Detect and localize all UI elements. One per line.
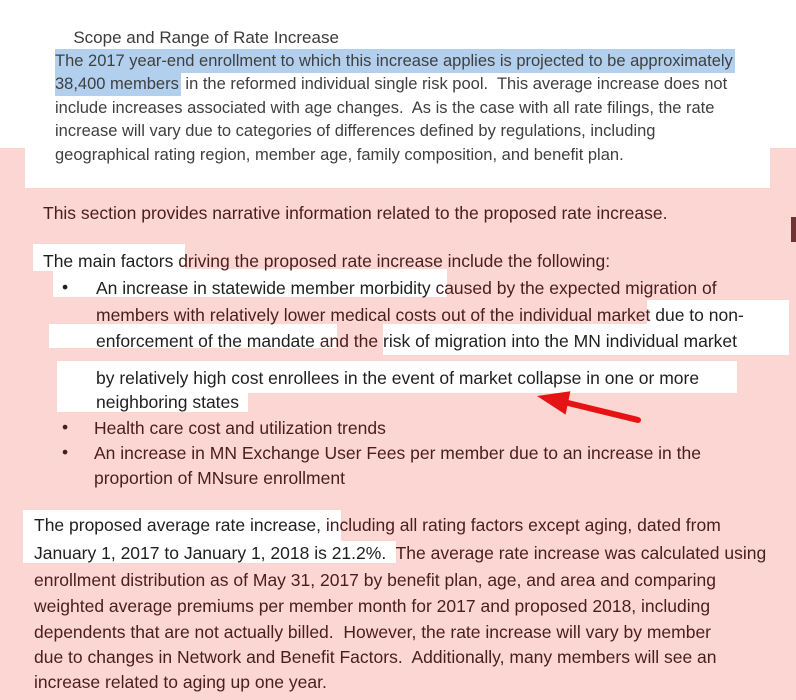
bullet1-l2-rest: members with relatively lower medical costs out of the individual market xyxy=(96,305,656,325)
closing-l2-rest: The average rate increase was calculated using xyxy=(395,543,767,563)
bullet2-line: Health care cost and utilization trends xyxy=(94,418,386,438)
bullet1-l3-highlight-b: risk of migration into the MN individual market xyxy=(383,331,738,351)
bullet1-l2-highlight: due to non- xyxy=(655,305,744,325)
bullet1-line-2 xyxy=(96,304,744,327)
closing-l2-highlight: January 1, 2017 to January 1, 2018 is 21.2%. xyxy=(34,543,396,563)
closing-line-7: increase related to aging up one year. xyxy=(34,672,327,692)
closing-l1-rest: including all rating factors except aging, dated from xyxy=(325,515,721,535)
bullet1-l3-highlight-a: enforcement of the mandate xyxy=(96,331,320,351)
bullet1-line-1 xyxy=(96,277,717,300)
closing-line-3: enrollment distribution as of May 31, 2017 by benefit plan, age, and area and comparing xyxy=(34,570,716,590)
section-intro-line: This section provides narrative information related to the proposed rate increase. xyxy=(43,203,668,223)
inserted-block-line-2: neighboring states xyxy=(96,392,240,412)
closing-line-1 xyxy=(34,514,721,537)
closing-line-5: dependents that are not actually billed. However, the rate increase will vary by member xyxy=(34,622,712,642)
bullet-icon: • xyxy=(62,277,69,297)
inserted-block-line-1: by relatively high cost enrollees in the event of market collapse in one or more xyxy=(96,368,700,388)
closing-line-4: weighted average premiums per member month for 2017 and proposed 2018, including xyxy=(34,596,711,616)
intro-line-5: geographical rating region, member age, family composition, and benefit plan. xyxy=(55,146,624,164)
bullet1-l1-highlight: An increase in statewide member morbidity xyxy=(96,278,436,298)
bullet3-line-2: proportion of MNsure enrollment xyxy=(94,468,345,488)
factors-lead-rest: driving the proposed rate increase include the following: xyxy=(178,251,611,271)
closing-line-2 xyxy=(34,542,766,565)
factors-lead-line xyxy=(43,250,610,273)
bullet1-l1-rest: caused by the expected migration of xyxy=(435,278,717,298)
bullet1-l3-rest: and the xyxy=(319,331,383,351)
bullet-icon: • xyxy=(62,417,69,437)
right-edge-marker xyxy=(791,217,796,242)
intro-line-1 xyxy=(55,50,735,72)
intro-line-2-rest: in the reformed individual single risk pool. This average increase does not xyxy=(180,75,728,93)
intro-line-2 xyxy=(55,73,727,95)
bullet1-line-3 xyxy=(96,330,737,353)
text-selection: The 2017 year-end enrollment to which this increase applies is projected to be approximately xyxy=(55,49,735,73)
bullet-icon: • xyxy=(62,442,69,462)
bullet3-line-1: An increase in MN Exchange User Fees per member due to an increase in the xyxy=(94,443,701,463)
factors-lead-highlight: The main factors xyxy=(43,251,179,271)
closing-l1-highlight: The proposed average rate increase, xyxy=(34,515,326,535)
text-selection: 38,400 members xyxy=(55,72,181,96)
page-title: Scope and Range of Rate Increase xyxy=(73,28,339,51)
closing-line-6: due to changes in Network and Benefit Factors. Additionally, many members will see an xyxy=(34,647,717,667)
intro-line-3: include increases associated with age changes. As is the case with all rate filings, the rate xyxy=(55,99,715,117)
intro-line-4: increase will vary due to categories of differences defined by regulations, including xyxy=(55,122,656,140)
